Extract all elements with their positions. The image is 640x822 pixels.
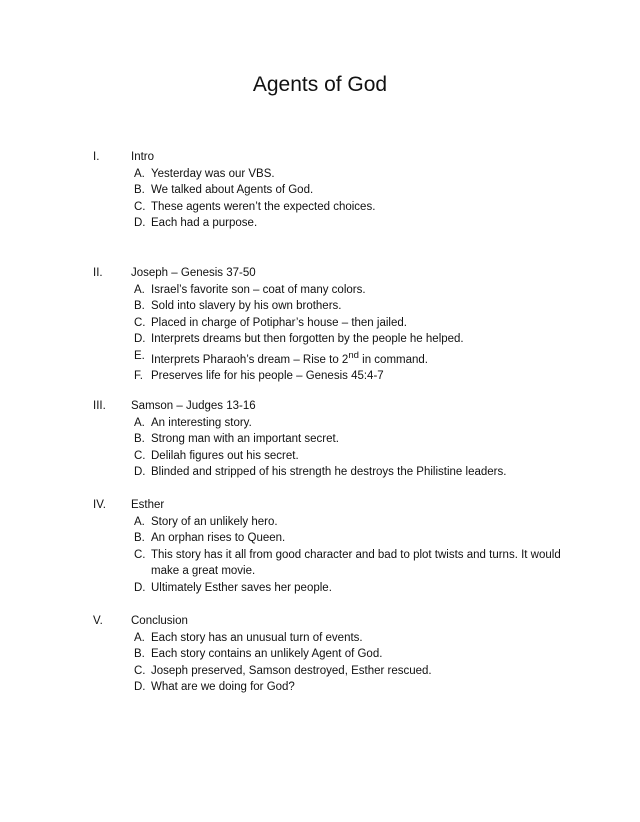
outline-item	[93, 646, 563, 663]
outline-list	[93, 282, 563, 385]
outline-item	[93, 348, 563, 368]
outline-list	[93, 415, 563, 481]
outline-item	[93, 547, 563, 580]
item-letter: B.	[134, 532, 145, 544]
section-heading: Esther	[131, 499, 165, 511]
outline-item	[93, 368, 563, 385]
item-text: Each had a purpose.	[151, 217, 258, 229]
document-title: Agents of God	[252, 73, 388, 96]
item-text: Ultimately Esther saves her people.	[151, 581, 332, 594]
outline-item	[93, 331, 563, 348]
outline-list	[93, 514, 563, 597]
item-letter: D.	[134, 466, 146, 478]
section-joseph	[93, 265, 563, 384]
item-letter: B.	[134, 300, 145, 312]
item-text: Placed in charge of Potiphar’s house – then jailed.	[151, 316, 407, 329]
outline-item	[93, 298, 563, 315]
item-letter: F.	[134, 369, 143, 382]
section-header	[93, 398, 563, 415]
item-text: Israel’s favorite son – coat of many colors.	[151, 283, 366, 296]
outline-item	[93, 530, 563, 547]
outline-item	[93, 199, 563, 216]
item-text: Story of an unlikely hero.	[151, 515, 278, 528]
outline-item	[93, 315, 563, 332]
item-text: Preserves life for his people – Genesis 45:4-7	[151, 369, 384, 382]
outline-item	[93, 166, 563, 183]
outline-item	[93, 182, 563, 199]
outline-item	[93, 464, 563, 481]
item-text: Delilah figures out his secret.	[151, 449, 299, 462]
section-numeral: III.	[93, 400, 106, 412]
item-text: Each story contains an unlikely Agent of God.	[151, 648, 383, 660]
item-letter: B.	[134, 433, 145, 445]
item-letter: C.	[134, 548, 146, 561]
outline-item	[93, 630, 563, 647]
item-letter: E.	[134, 349, 145, 362]
section-samson	[93, 398, 563, 481]
item-text: Each story has an unusual turn of events.	[151, 631, 363, 644]
outline-list	[93, 630, 563, 696]
item-text: What are we doing for God?	[151, 681, 295, 693]
item-text: These agents weren’t the expected choices.	[151, 200, 376, 213]
item-letter: D.	[134, 581, 146, 594]
item-letter: C.	[134, 316, 146, 329]
outline-item	[93, 215, 563, 232]
item-text: An orphan rises to Queen.	[151, 532, 286, 544]
section-header	[93, 613, 563, 630]
section-numeral: IV.	[93, 499, 107, 511]
section-header	[93, 149, 563, 166]
section-header	[93, 497, 563, 514]
item-letter: B.	[134, 648, 145, 660]
item-letter: A.	[134, 283, 145, 296]
item-letter: A.	[134, 631, 145, 644]
section-intro	[93, 149, 563, 232]
item-text: An interesting story.	[151, 416, 252, 429]
section-heading: Samson – Judges 13-16	[131, 400, 256, 412]
item-text: Blinded and stripped of his strength he destroys the Philistine leaders.	[151, 466, 507, 478]
item-text: Interprets dreams but then forgotten by the people he helped.	[151, 333, 464, 345]
section-heading: Conclusion	[131, 615, 188, 627]
item-text-before: Interprets Pharaoh’s dream – Rise to 2	[151, 353, 349, 366]
outline-item	[93, 514, 563, 531]
item-letter: C.	[134, 449, 146, 462]
item-letter: B.	[134, 184, 145, 196]
item-text: Sold into slavery by his own brothers.	[151, 300, 342, 312]
item-text: Yesterday was our VBS.	[151, 167, 275, 180]
outline-list	[93, 166, 563, 232]
item-text: This story has it all from good character and bad to plot twists and turns. It would make a great movie.	[151, 548, 561, 577]
item-letter: D.	[134, 333, 146, 345]
item-text	[151, 348, 563, 368]
outline-item	[93, 580, 563, 597]
item-letter: D.	[134, 681, 146, 693]
outline-item	[93, 431, 563, 448]
item-letter: A.	[134, 515, 145, 528]
section-conclusion	[93, 613, 563, 696]
outline-item	[93, 282, 563, 299]
section-heading: Joseph – Genesis 37-50	[131, 267, 256, 279]
section-esther	[93, 497, 563, 596]
section-heading: Intro	[131, 151, 155, 163]
section-numeral: II.	[93, 267, 103, 279]
section-header	[93, 265, 563, 282]
outline-item	[93, 448, 563, 465]
outline-item	[93, 679, 563, 696]
section-numeral: V.	[93, 615, 103, 627]
section-numeral: I.	[93, 151, 100, 163]
item-text: Joseph preserved, Samson destroyed, Esther rescued.	[151, 664, 432, 677]
item-letter: C.	[134, 664, 146, 677]
item-text-after: in command.	[358, 353, 428, 366]
outline-item	[93, 415, 563, 432]
item-text: We talked about Agents of God.	[151, 184, 314, 196]
ordinal-superscript: nd	[348, 349, 359, 361]
outline-item	[93, 663, 563, 680]
item-letter: A.	[134, 167, 145, 180]
item-text: Strong man with an important secret.	[151, 433, 339, 445]
item-letter: C.	[134, 200, 146, 213]
item-letter: D.	[134, 217, 146, 229]
item-letter: A.	[134, 416, 145, 429]
